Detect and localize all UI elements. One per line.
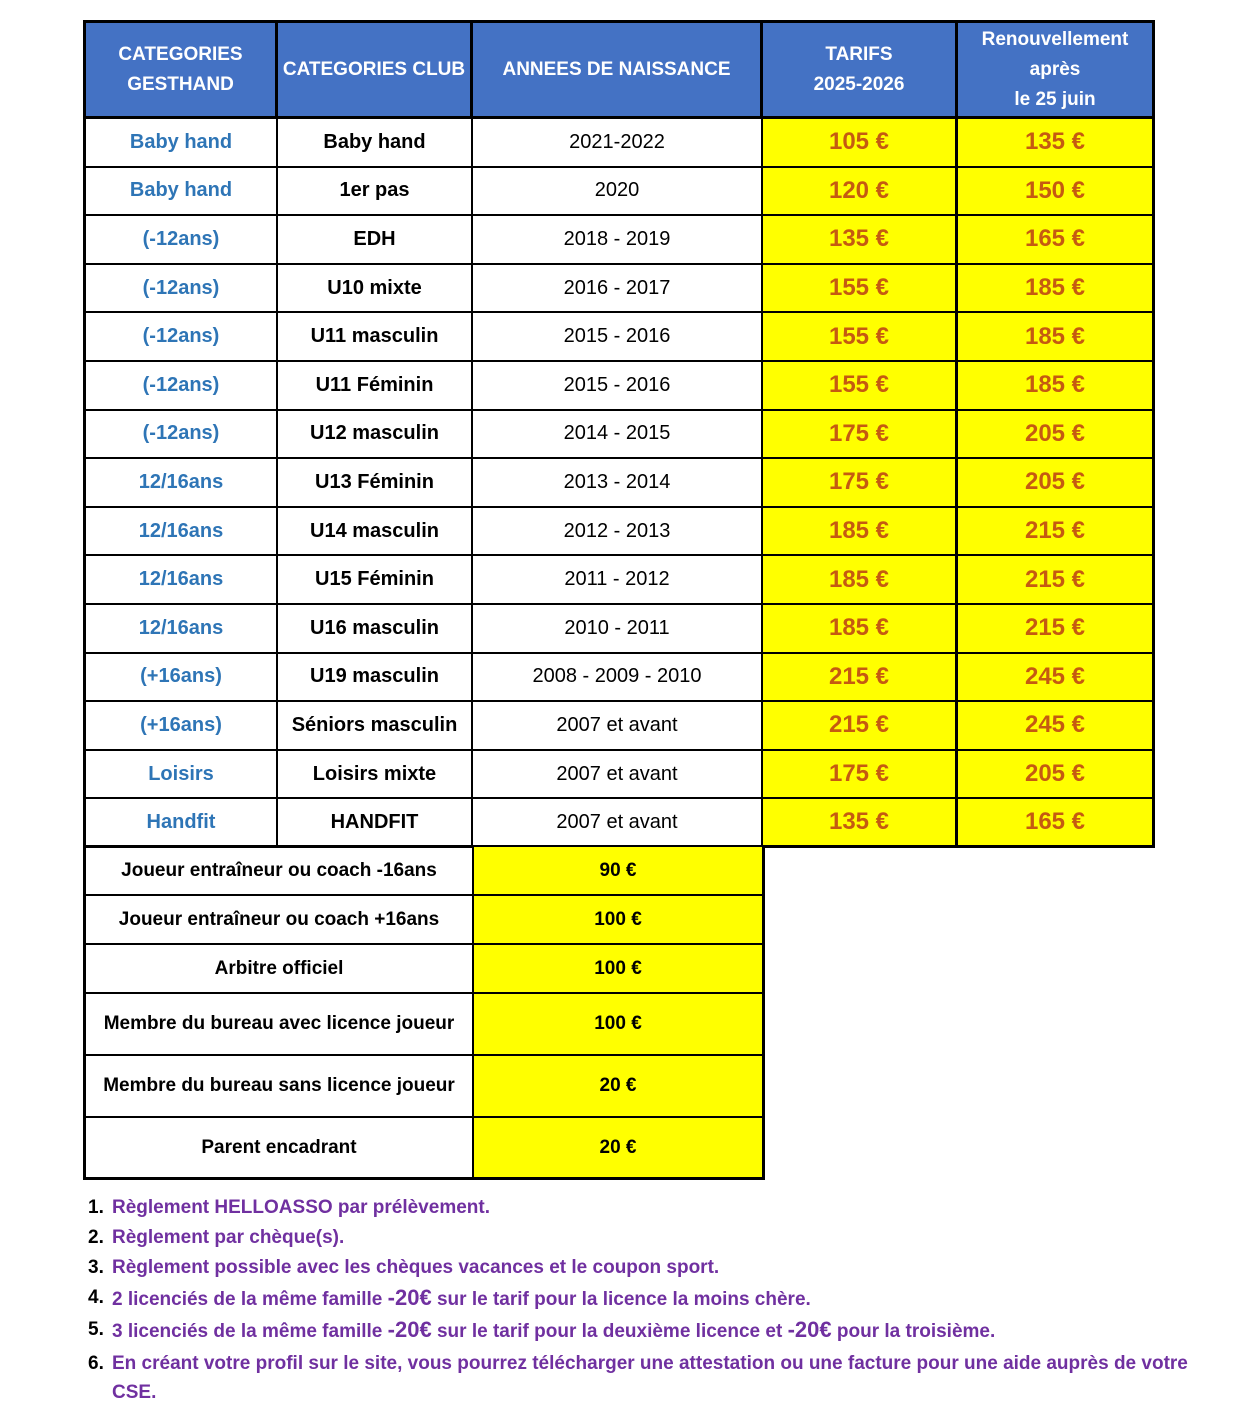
- note-text: Règlement possible avec les chèques vacances et le coupon sport.: [112, 1257, 720, 1278]
- extra-row: [83, 1118, 765, 1180]
- tarif-price: 155 €: [763, 313, 958, 362]
- club-category: EDH: [278, 216, 473, 265]
- note-discount: -20€: [387, 1317, 432, 1342]
- tarif-price: 185 €: [763, 508, 958, 557]
- note-number: 6.: [88, 1353, 104, 1374]
- gesthand-category: 12/16ans: [83, 605, 278, 654]
- tarif-price: 175 €: [763, 411, 958, 460]
- header-renouvellement: Renouvellement après le 25 juin: [958, 20, 1155, 119]
- tariff-table: [83, 20, 1155, 848]
- gesthand-category: (+16ans): [83, 702, 278, 751]
- renewal-price: 215 €: [958, 556, 1155, 605]
- extra-row: [83, 896, 765, 945]
- gesthand-category: Loisirs: [83, 751, 278, 800]
- club-category: U19 masculin: [278, 654, 473, 703]
- note-text: 2 licenciés de la même famille: [112, 1289, 388, 1310]
- extra-row: [83, 847, 765, 896]
- club-category: HANDFIT: [278, 799, 473, 848]
- extra-label: Joueur entraîneur ou coach -16ans: [83, 847, 474, 896]
- note-text: Règlement HELLOASSO par prélèvement.: [112, 1197, 490, 1218]
- gesthand-category: Handfit: [83, 799, 278, 848]
- renewal-price: 185 €: [958, 362, 1155, 411]
- renewal-price: 185 €: [958, 313, 1155, 362]
- gesthand-category: Baby hand: [83, 119, 278, 168]
- renewal-price: 185 €: [958, 265, 1155, 314]
- note-discount: -20€: [387, 1285, 432, 1310]
- tarif-price: 120 €: [763, 168, 958, 217]
- birth-years: 2007 et avant: [473, 799, 763, 848]
- club-category: Loisirs mixte: [278, 751, 473, 800]
- gesthand-category: (-12ans): [83, 411, 278, 460]
- renewal-price: 245 €: [958, 702, 1155, 751]
- club-category: U11 masculin: [278, 313, 473, 362]
- header-categories-club: CATEGORIES CLUB: [278, 20, 473, 119]
- extra-price: 100 €: [474, 945, 765, 994]
- note-number: 1.: [88, 1197, 104, 1218]
- note-text: En créant votre profil sur le site, vous pourrez télécharger une attestation ou une facture pour une aide auprès de votre CSE.: [112, 1353, 1188, 1403]
- gesthand-category: 12/16ans: [83, 556, 278, 605]
- club-category: 1er pas: [278, 168, 473, 217]
- extra-price: 20 €: [474, 1118, 765, 1180]
- note-item: [88, 1317, 1208, 1345]
- note-discount: -20€: [787, 1317, 832, 1342]
- renewal-price: 205 €: [958, 751, 1155, 800]
- birth-years: 2015 - 2016: [473, 313, 763, 362]
- extra-tariffs-table: [83, 847, 765, 1180]
- birth-years: 2016 - 2017: [473, 265, 763, 314]
- gesthand-category: (-12ans): [83, 216, 278, 265]
- tarif-price: 215 €: [763, 654, 958, 703]
- birth-years: 2008 - 2009 - 2010: [473, 654, 763, 703]
- tarif-price: 185 €: [763, 605, 958, 654]
- tarif-price: 185 €: [763, 556, 958, 605]
- note-text: pour la troisième.: [831, 1321, 996, 1342]
- extra-label: Arbitre officiel: [83, 945, 474, 994]
- extra-price: 20 €: [474, 1056, 765, 1118]
- club-category: Séniors masculin: [278, 702, 473, 751]
- renewal-price: 205 €: [958, 459, 1155, 508]
- extra-label: Parent encadrant: [83, 1118, 474, 1180]
- extra-label: Membre du bureau avec licence joueur: [83, 994, 474, 1056]
- tarif-price: 215 €: [763, 702, 958, 751]
- note-text: sur le tarif pour la deuxième licence et: [431, 1321, 788, 1342]
- tarif-price: 135 €: [763, 799, 958, 848]
- birth-years: 2011 - 2012: [473, 556, 763, 605]
- birth-years: 2013 - 2014: [473, 459, 763, 508]
- notes-list: [88, 1195, 1208, 1411]
- birth-years: 2018 - 2019: [473, 216, 763, 265]
- extra-price: 100 €: [474, 896, 765, 945]
- gesthand-category: (+16ans): [83, 654, 278, 703]
- gesthand-category: (-12ans): [83, 313, 278, 362]
- club-category: U11 Féminin: [278, 362, 473, 411]
- note-item: [88, 1195, 1208, 1221]
- note-number: 4.: [88, 1287, 104, 1308]
- birth-years: 2007 et avant: [473, 702, 763, 751]
- extra-row: [83, 1056, 765, 1118]
- renewal-price: 215 €: [958, 605, 1155, 654]
- birth-years: 2015 - 2016: [473, 362, 763, 411]
- extra-price: 100 €: [474, 994, 765, 1056]
- club-category: U15 Féminin: [278, 556, 473, 605]
- extra-label: Joueur entraîneur ou coach +16ans: [83, 896, 474, 945]
- note-item: [88, 1285, 1208, 1313]
- club-category: U14 masculin: [278, 508, 473, 557]
- note-item: [88, 1255, 1208, 1281]
- note-number: 3.: [88, 1257, 104, 1278]
- gesthand-category: 12/16ans: [83, 459, 278, 508]
- birth-years: 2012 - 2013: [473, 508, 763, 557]
- note-number: 5.: [88, 1319, 104, 1340]
- extra-label: Membre du bureau sans licence joueur: [83, 1056, 474, 1118]
- birth-years: 2014 - 2015: [473, 411, 763, 460]
- gesthand-category: Baby hand: [83, 168, 278, 217]
- renewal-price: 205 €: [958, 411, 1155, 460]
- club-category: Baby hand: [278, 119, 473, 168]
- tarif-price: 155 €: [763, 265, 958, 314]
- tarif-price: 175 €: [763, 459, 958, 508]
- birth-years: 2021-2022: [473, 119, 763, 168]
- note-text: sur le tarif pour la licence la moins chère.: [431, 1289, 811, 1310]
- note-item: [88, 1349, 1208, 1407]
- renewal-price: 135 €: [958, 119, 1155, 168]
- birth-years: 2020: [473, 168, 763, 217]
- birth-years: 2010 - 2011: [473, 605, 763, 654]
- renewal-price: 165 €: [958, 799, 1155, 848]
- header-annees-naissance: ANNEES DE NAISSANCE: [473, 20, 763, 119]
- tarif-price: 155 €: [763, 362, 958, 411]
- tarif-price: 175 €: [763, 751, 958, 800]
- birth-years: 2007 et avant: [473, 751, 763, 800]
- note-text: Règlement par chèque(s).: [112, 1227, 345, 1248]
- gesthand-category: 12/16ans: [83, 508, 278, 557]
- extra-price: 90 €: [474, 847, 765, 896]
- extra-row: [83, 945, 765, 994]
- club-category: U13 Féminin: [278, 459, 473, 508]
- renewal-price: 165 €: [958, 216, 1155, 265]
- tarif-price: 105 €: [763, 119, 958, 168]
- extra-row: [83, 994, 765, 1056]
- header-tarifs: TARIFS 2025-2026: [763, 20, 958, 119]
- note-number: 2.: [88, 1227, 104, 1248]
- club-category: U16 masculin: [278, 605, 473, 654]
- tarif-price: 135 €: [763, 216, 958, 265]
- note-text: 3 licenciés de la même famille: [112, 1321, 388, 1342]
- renewal-price: 215 €: [958, 508, 1155, 557]
- header-categories-gesthand: CATEGORIES GESTHAND: [83, 20, 278, 119]
- club-category: U12 masculin: [278, 411, 473, 460]
- gesthand-category: (-12ans): [83, 265, 278, 314]
- renewal-price: 150 €: [958, 168, 1155, 217]
- club-category: U10 mixte: [278, 265, 473, 314]
- gesthand-category: (-12ans): [83, 362, 278, 411]
- note-item: [88, 1225, 1208, 1251]
- renewal-price: 245 €: [958, 654, 1155, 703]
